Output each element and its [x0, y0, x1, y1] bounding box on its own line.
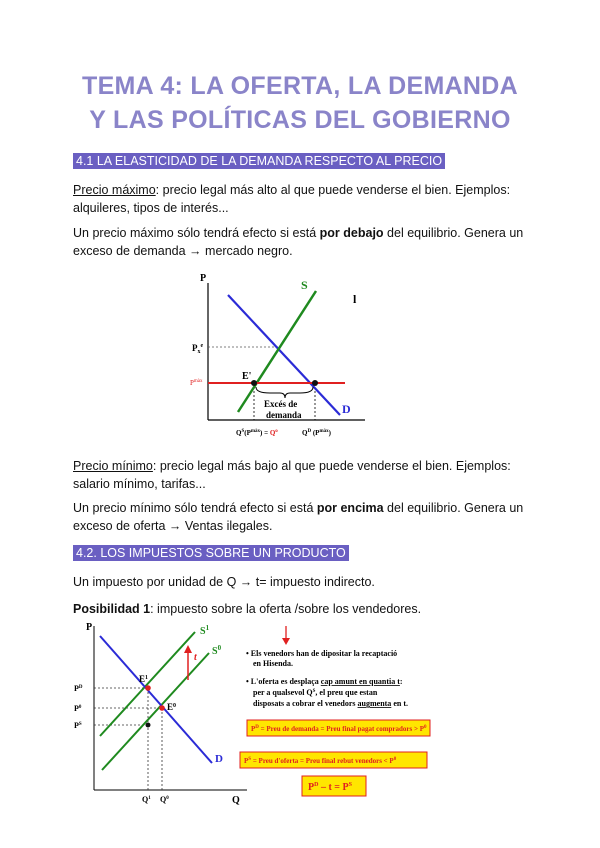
max-price-effect-pre: Un precio máximo sólo tendrá efecto si está [73, 226, 320, 240]
max-price-effect-post: del equilibrio. Genera un [383, 226, 524, 240]
min-price-effect-pre: Un precio mínimo sólo tendrá efecto si está [73, 501, 317, 515]
min-price-effect-post: del equilibrio. Genera un [383, 501, 524, 515]
p-axis-label: P [200, 273, 207, 284]
min-price-definition: : precio legal más bajo al que puede venderse el bien. Ejemplos: [152, 459, 511, 473]
equilibrium-label: E' [242, 371, 252, 382]
e1-point [145, 685, 151, 691]
min-price-effect-paragraph [73, 499, 543, 535]
min-price-term: Precio mínimo [73, 459, 153, 473]
p-axis-label-2: P [86, 622, 93, 633]
q-axis-label-2: Q [232, 795, 240, 806]
excess-label-1: Excés de [264, 399, 298, 409]
section-heading-elasticity: 4.1 LA ELASTICIDAD DE LA DEMANDA RESPECTO AL PRECIO [73, 153, 445, 169]
ps-label: $P^S$ [74, 721, 82, 730]
max-price-definition: : precio legal más alto al que puede venderse el bien. Ejemplos: [155, 183, 511, 197]
page-title-line2: Y LAS POLÍTICAS DEL GOBIERNO [89, 106, 511, 134]
bullet-2a: • L'oferta es desplaça cap amunt en quantia t: [246, 677, 403, 686]
s0-label: $S^0$ [212, 644, 222, 657]
max-price-effect-bold: por debajo [319, 226, 384, 240]
possibility-1-text: : impuesto sobre la oferta /sobre los vendedores. [150, 602, 422, 616]
supply-curve [238, 291, 316, 412]
t-label: t [194, 652, 197, 663]
qd-label: $Q^D$ $(P^{màx})$ [302, 429, 331, 437]
e1-label: $E^1$ [139, 674, 149, 684]
page-title-line1: TEMA 4: LA OFERTA, LA DEMANDA [82, 72, 518, 100]
d-label-2: D [215, 753, 223, 765]
min-price-effect-bold: por encima [316, 501, 384, 515]
box-supply-price-text: $P^S$ = Preu d'oferta = Preu final rebut venedors < $P^0$ [244, 757, 397, 765]
min-price-definition-2: salario mínimo, tarifas... [73, 477, 206, 491]
bullet-2c: disposats a cobrar el venedors augmenta en t. [253, 699, 408, 708]
s1-label: $S^1$ [200, 624, 210, 637]
tax-arrow-head [184, 645, 192, 653]
max-price-term: Precio máximo [73, 183, 156, 197]
max-price-definition-2: alquileres, tipos de interés... [73, 201, 229, 215]
box-demand-price-text: $P^D$ = Preu de demanda = Preu final pagat compradors > $P^0$ [251, 725, 427, 733]
e0-label: $E^0$ [167, 702, 177, 712]
note-arrow-head [282, 638, 290, 645]
excess-brace [256, 387, 313, 398]
excess-label-2: demanda [266, 410, 302, 420]
ps-point [146, 723, 151, 728]
possibility-1-bold: Posibilidad 1 [73, 602, 151, 616]
box-formula-text: $P^D - t = P^S$ [308, 782, 352, 793]
max-price-paragraph [73, 181, 533, 217]
pmax-label: $P^{màx}$ [190, 379, 203, 387]
min-price-paragraph [73, 457, 533, 493]
supply-label: S [301, 278, 308, 292]
px-label: $P_x^e$ [192, 343, 204, 355]
q0-label: $Q^0$ [160, 795, 169, 804]
e0-point [159, 705, 165, 711]
corner-mark: l [353, 292, 357, 306]
demand-curve [228, 295, 340, 415]
bullet-1b: en Hisenda. [253, 659, 294, 668]
bullet-2b: per a qualsevol $Q^S$, el preu que estan [253, 688, 378, 697]
q1-label: $Q^1$ [142, 795, 151, 804]
p0-label: $P^0$ [74, 704, 82, 713]
supply-point [251, 380, 257, 386]
supply-curve-s0 [102, 653, 209, 770]
demand-point [312, 380, 318, 386]
bullet-1a: • Els venedors han de dipositar la recaptació [246, 649, 398, 658]
qs-label: $Q^S(P^{màx}) = Q^o$ [236, 429, 278, 437]
demand-label: D [342, 402, 351, 416]
price-ceiling-diagram [190, 265, 390, 445]
section-heading-taxes: 4.2. LOS IMPUESTOS SOBRE UN PRODUCTO [73, 545, 349, 561]
pd-label: $P^D$ [74, 684, 83, 693]
max-price-effect-paragraph [73, 224, 543, 260]
max-price-effect-2: exceso de demanda → mercado negro. [73, 244, 293, 258]
tax-diagram [72, 618, 442, 808]
tax-intro: Un impuesto por unidad de Q → t= impuesto indirecto. [73, 575, 375, 589]
possibility-1 [73, 600, 421, 618]
min-price-effect-2: exceso de oferta → Ventas ilegales. [73, 519, 273, 533]
